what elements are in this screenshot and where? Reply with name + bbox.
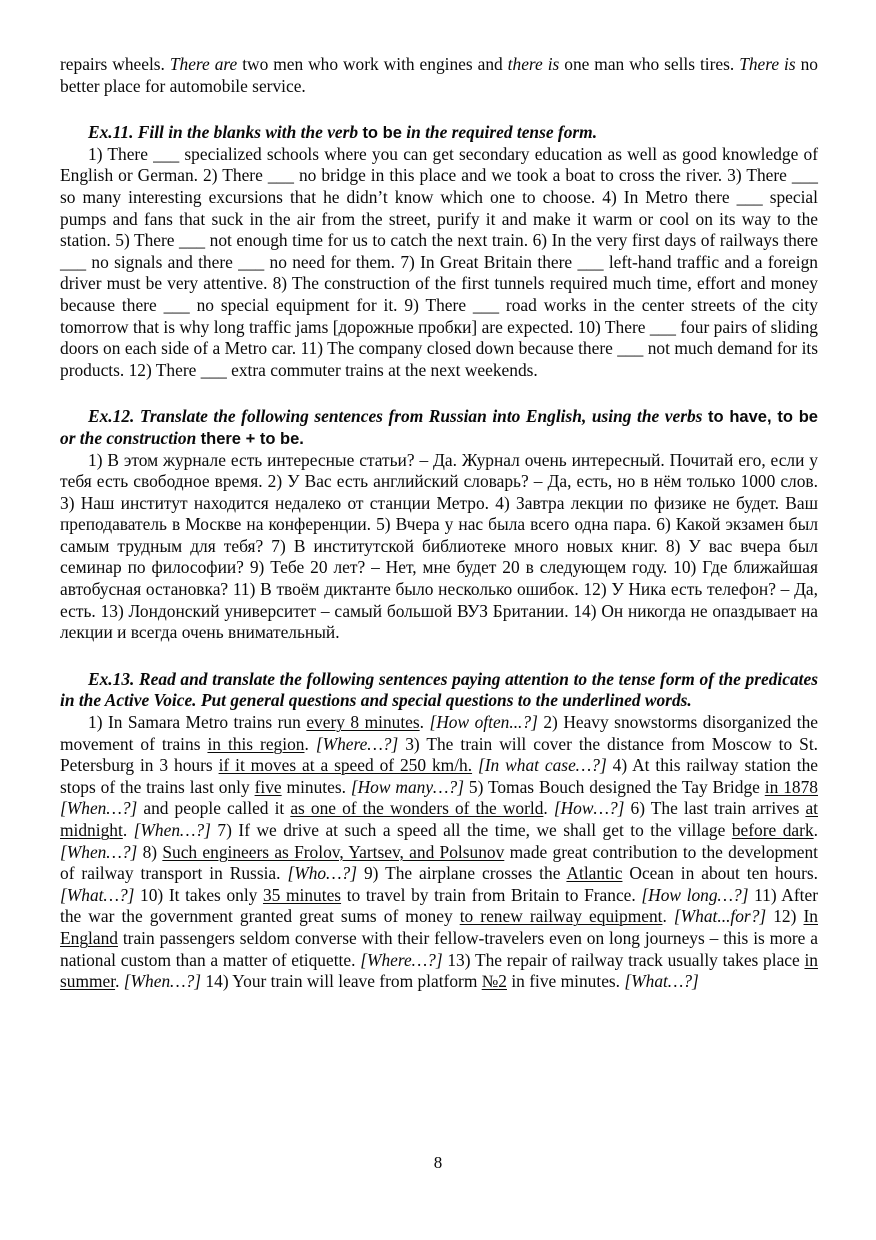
page-number: 8 — [433, 1153, 443, 1172]
ex13-heading: Ex.13. Read and translate the following sentences paying attention to the tense form of the predicates in the Active Voice. Put general questions and special questions to the underlined words. — [60, 668, 818, 711]
content-column — [60, 54, 818, 993]
ex13-body: 1) In Samara Metro trains run every 8 minutes. [How often...?] 2) Heavy snowstorms disorganized the movement of trains in this region. [Where…?] 3) The train will cover the distance from Moscow to St. Petersburg in 3 hours if it moves at a speed of 250 km/h. [In what case…?] 4) At this railway station the stops of the trains last only five minutes. [How many…?] 5) Tomas Bouch designed the Tay Bridge in 1878 [When…?] and people called it as one of the wonders of the world. [How…?] 6) The last train arrives at midnight. [When…?] 7) If we drive at such a speed all the time, we shall get to the village before dark. [When…?] 8) Such engineers as Frolov, Yartsev, and Polsunov made great contribution to the development of railway transport in Russia. [Who…?] 9) The airplane crosses the Atlantic Ocean in about ten hours. [What…?] 10) It takes only 35 minutes to travel by train from Britain to France. [How long…?] 11) After the war the government granted great sums of money to renew railway equipment. [What...for?] 12) In England train passengers seldom converse with their fellow-travelers even on long journeys – this is more a national custom than a matter of etiquette. [Where…?] 13) The repair of railway track usually takes place in summer. [When…?] 14) Your train will leave from platform №2 in five minutes. [What…?] — [60, 712, 819, 992]
intro-paragraph: repairs wheels. There are two men who work with engines and there is one man who sells tires. There is no better place for automobile service. — [60, 54, 819, 96]
ex12-heading: Ex.12. Translate the following sentences from Russian into English, using the verbs to have, to be or the construction there + to be. — [60, 406, 818, 448]
ex12-body: 1) В этом журнале есть интересные статьи? – Да. Журнал очень интересный. Почитай его, если у тебя есть свободное время. 2) У Вас есть английский словарь? – Да, есть, но в нём только 1000 слов. 3) Наш институт находится недалеко от станции Метро. 4) Завтра лекции по физике не будет. Ваш преподаватель в Москве на конференции. 5) Вчера у нас была всего одна пара. 6) Какой экзамен был самым трудным для тебя? 7) В институтской библиотеке много новых книг. 8) У вас вчера был семинар по философии? 9) Тебе 20 лет? – Нет, мне будет 20 в следующем году. 10) Где ближайшая автобусная остановка? 11) В твоём диктанте было несколько ошибок. 12) У Ника есть телефон? – Да, есть. 13) Лондонский университет – самый большой ВУЗ Британии. 14) Он никогда не опаздывает на лекции и всегда очень внимательный. — [60, 449, 818, 643]
ex11-body: 1) There ___ specialized schools where you can get secondary education as well as good knowledge of English or German. 2) There ___ no bridge in this place and we took a boat to cross the river. 3) There ___ so many interesting excursions that he didn’t know which one to choose. 4) In Metro there ___ special pumps and fans that suck in the air from the street, purify it and make it warm or cool on its way to the station. 5) There ___ not enough time for us to catch the next train. 6) In the very first days of railways there ___ no signals and there ___ no need for them. 7) In Great Britain there ___ left-hand traffic and a foreign driver must be very attentive. 8) The construction of the first tunnels required much time, effort and money because there ___ no special equipment for it. 9) There ___ road works in the center streets of the city tomorrow that is why long traffic jams [дорожные пробки] are expected. 10) There ___ four pairs of sliding doors on each side of a Metro car. 11) The company closed down because there ___ not much demand for its products. 12) There ___ extra commuter trains at the next weekends. — [60, 143, 818, 380]
ex11-heading: Ex.11. Fill in the blanks with the verb to be in the required tense form. — [88, 122, 598, 143]
